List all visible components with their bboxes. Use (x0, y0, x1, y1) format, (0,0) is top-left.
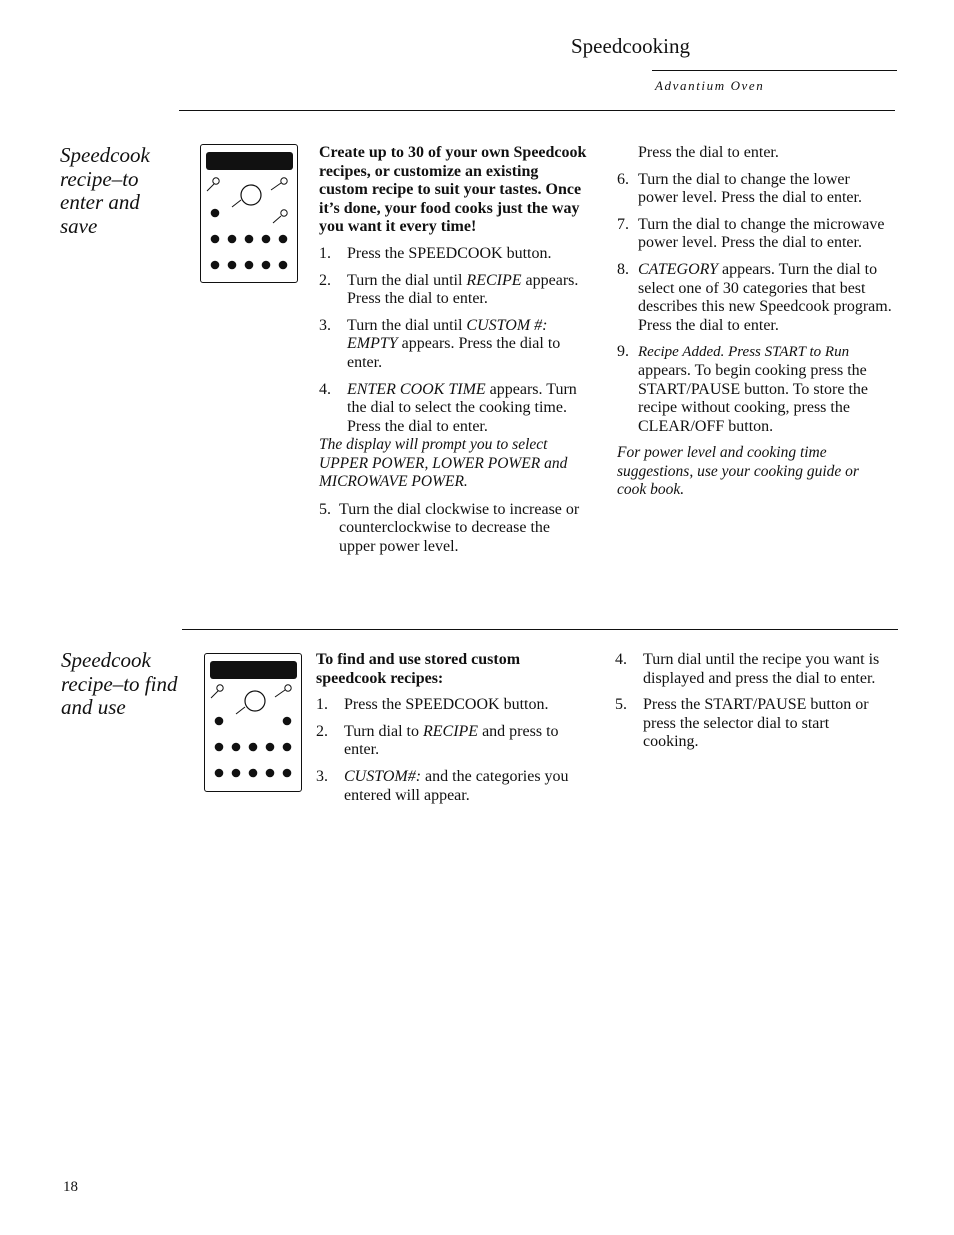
control-panel-icon (205, 654, 301, 791)
step-number: 4. (319, 380, 331, 398)
step-number: 1. (316, 696, 328, 714)
header-rule (652, 70, 897, 71)
step-text: appears. Turn the dial to select one of 30 categories that best describes this new Speedcook program. Press the dial to enter. (638, 260, 892, 334)
step-text: Press the START/PAUSE button or press the selector dial to start cooking. (643, 696, 869, 751)
section1-step-5 (319, 501, 587, 557)
control-panel-icon (201, 145, 297, 282)
step-text: and the categories you entered will appear. (344, 767, 569, 804)
section1-step-6 (617, 171, 892, 208)
button-dot-icon (211, 209, 220, 218)
button-dot-icon (215, 717, 224, 726)
step-text: Turn the dial to change the microwave power level. Press the dial to enter. (638, 215, 885, 252)
section-divider-middle (182, 629, 898, 630)
section2-column-left (316, 651, 586, 805)
section1-side-title: Speedcook recipe–to enter and save (60, 143, 150, 238)
section1-column-right (617, 144, 892, 500)
step-number: 9. (617, 343, 629, 361)
page-number: 18 (63, 1179, 78, 1195)
step-text: Press the SPEEDCOOK button. (344, 696, 549, 714)
section2-column-right (615, 651, 885, 752)
step-number: 1. (319, 244, 331, 262)
button-dot-icon (283, 717, 292, 726)
display-window-icon (210, 661, 297, 679)
display-window-icon (206, 152, 293, 170)
section1-step-4 (319, 381, 587, 437)
step-number: 8. (617, 260, 629, 278)
display-message: RECIPE (466, 271, 522, 289)
section1-intro: Create up to 30 of your own Speedcook recipes, or customize an existing custom recipe to suit your tastes. Once it’s done, your food cooks just the way you want it every time! (319, 144, 587, 236)
step-text: Turn the dial until (347, 271, 467, 289)
step-number: 2. (319, 271, 331, 289)
section1-step-1 (319, 245, 587, 264)
section2-side-title: Speedcook recipe–to find and use (61, 648, 178, 719)
dial-icon (245, 691, 265, 711)
section1-step-3 (319, 317, 587, 373)
button-row-icons (215, 743, 292, 778)
button-row-icons (211, 235, 288, 270)
control-panel-illustration (204, 653, 302, 792)
step-text: Turn the dial clockwise to increase or counterclockwise to decrease the upper power level. (339, 500, 580, 555)
step-text: Turn the dial to change the lower power level. Press the dial to enter. (638, 170, 862, 207)
display-message: CUSTOM#: (344, 767, 422, 785)
section1-step-7 (617, 216, 892, 253)
page-title: Speedcooking (571, 34, 690, 58)
step-text: and press to enter. (344, 722, 559, 759)
section1-step-8 (617, 261, 892, 335)
step-text: Press the SPEEDCOOK button. (347, 244, 552, 262)
display-message: ENTER COOK TIME (347, 380, 486, 398)
step-number: 6. (617, 170, 629, 188)
control-panel-illustration (200, 144, 298, 283)
step-number: 3. (319, 316, 331, 334)
section1-step-2 (319, 272, 587, 309)
section2-step-5 (615, 696, 885, 752)
display-message: CUSTOM #: EMPTY (347, 316, 548, 353)
step-number: 5. (319, 500, 331, 518)
section1-tip: For power level and cooking time suggestions, use your cooking guide or cook book. (617, 444, 859, 499)
section2-step-3 (316, 768, 586, 805)
dial-icon (241, 185, 261, 205)
page-subtitle: Advantium Oven (655, 78, 765, 93)
step-text: Turn the dial until (347, 316, 467, 334)
step-text: appears. Turn the dial to select the cooking time. Press the dial to enter. (347, 380, 577, 435)
step-text: appears. Press the dial to enter. (347, 335, 561, 371)
step-number: 2. (316, 722, 328, 740)
step-text: Turn dial until the recipe you want is displayed and press the dial to enter. (643, 651, 880, 687)
step-number: 7. (617, 215, 629, 233)
display-message: Recipe Added. Press START to Run (638, 344, 850, 361)
step-text: appears. To begin cooking press the START/PAUSE button. To store the recipe without cooking, press the CLEAR/OFF button. (638, 361, 868, 435)
step-number: 4. (615, 651, 627, 668)
step-text: appears. Press the dial to enter. (347, 271, 579, 308)
step5-continuation: Press the dial to enter. (638, 144, 779, 161)
section-divider-top (179, 110, 895, 111)
step-number: 5. (615, 696, 627, 714)
section2-step-4 (615, 651, 885, 688)
step-number: 3. (316, 767, 328, 785)
section1-column-left (319, 144, 587, 556)
section2-step-1 (316, 696, 586, 715)
arrow-icons (207, 178, 287, 223)
section2-intro: To find and use stored custom speedcook recipes: (316, 651, 521, 687)
step-text: Turn dial to (344, 722, 423, 740)
section1-note: The display will prompt you to select UPPER POWER, LOWER POWER and MICROWAVE POWER. (319, 436, 568, 491)
section2-step-2 (316, 723, 586, 760)
display-message: RECIPE (422, 722, 479, 740)
section1-step-9 (617, 343, 892, 436)
display-message: CATEGORY (638, 260, 719, 278)
